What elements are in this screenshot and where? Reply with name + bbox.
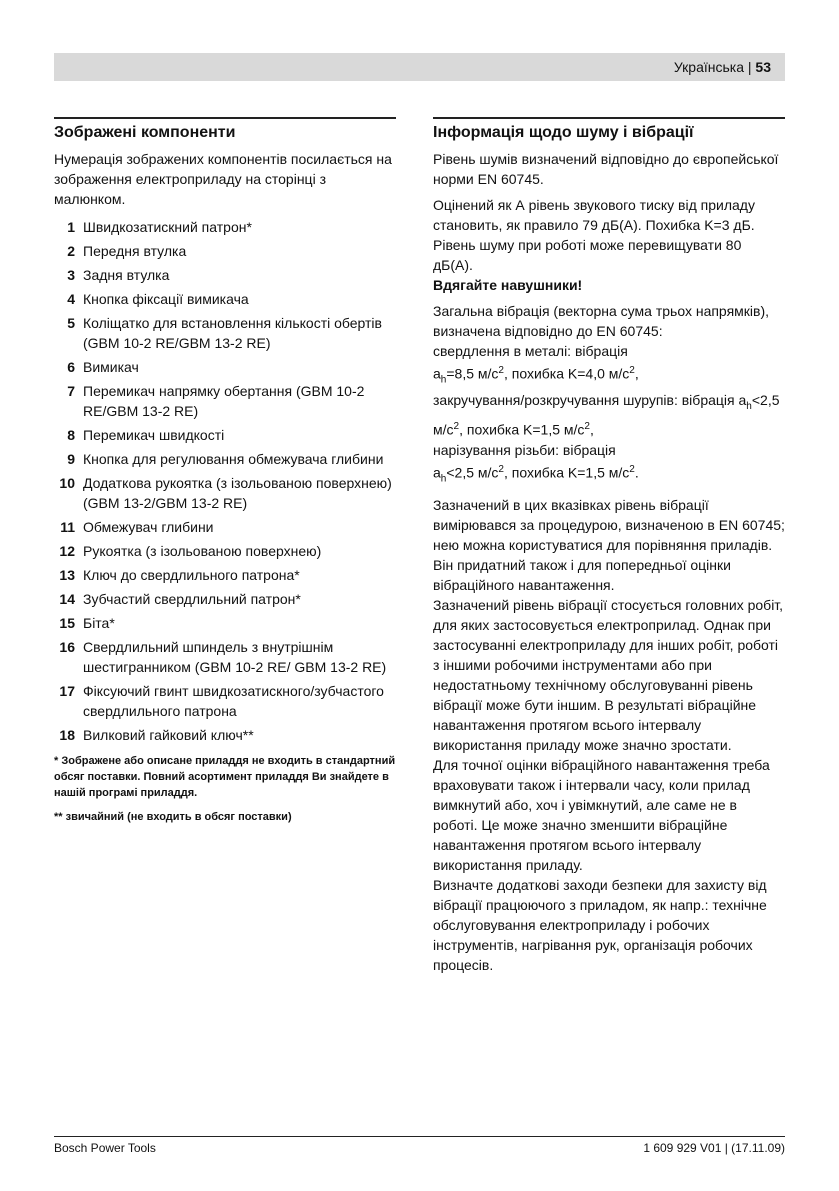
header-text (674, 59, 771, 75)
header-bar (54, 53, 785, 81)
components-list (54, 217, 396, 745)
list-item (54, 265, 396, 285)
item-number: 5 (67, 315, 75, 331)
item-text: Обмежувач глибини (83, 519, 214, 535)
value-text: <2,5 м/с (433, 392, 780, 438)
section-rule (54, 117, 396, 119)
superscript: 2 (498, 463, 504, 475)
item-number: 13 (59, 567, 75, 583)
superscript: 2 (584, 421, 590, 433)
noise-standard-text: Рівень шумів визначений відповідно до європейської норми EN 60745. (433, 151, 779, 187)
item-number: 17 (59, 683, 75, 699)
value-text: , похибка K=1,5 м/с (459, 421, 585, 438)
item-text: Рукоятка (з ізольованою поверхнею) (83, 543, 322, 559)
noise-level-text: Рівень шуму при роботі може перевищувати 80 дБ(A). (433, 237, 742, 273)
list-item (54, 313, 396, 353)
item-number: 16 (59, 639, 75, 655)
list-item (54, 565, 396, 585)
list-item (54, 217, 396, 237)
list-item (54, 541, 396, 561)
list-item (54, 241, 396, 261)
vibration-drilling-label: свердлення в металі: вібрація (433, 343, 628, 359)
list-item (54, 357, 396, 377)
symbol-h: h (440, 374, 447, 386)
item-text: Свердлильний шпиндель з внутрішнім шестигранником (GBM 10-2 RE/ GBM 13-2 RE) (83, 639, 387, 675)
value-label: закручування/розкручування шурупів: вібрація (433, 392, 735, 409)
item-number: 12 (59, 543, 75, 559)
punct: . (634, 464, 639, 481)
noise-title: Інформація щодо шуму і вібрації (433, 124, 694, 141)
item-text: Вимикач (83, 359, 139, 375)
item-text: Перемикач напрямку обертання (GBM 10-2 RE/GBM 13-2 RE) (83, 383, 365, 419)
symbol-a: a (433, 464, 441, 481)
item-text: Задня втулка (83, 267, 170, 283)
item-text: Передня втулка (83, 243, 187, 259)
footnote-accessories: * Зображене або описане приладдя не входить в стандартний обсяг поставки. Повний асортимент приладдя Ви знайдете в нашій програмі приладдя. (54, 755, 396, 799)
vibration-screwing-value (433, 390, 785, 439)
header-language: Українська (673, 59, 744, 75)
footnote-standard: ** звичайний (не входить в обсяг поставки) (54, 811, 292, 823)
vibration-drilling-value (433, 361, 785, 390)
item-text: Ключ до свердлильного патрона* (83, 567, 300, 583)
footer-brand: Bosch Power Tools (54, 1141, 156, 1155)
list-item (54, 517, 396, 537)
item-text: Швидкозатискний патрон* (83, 219, 252, 235)
item-number: 10 (59, 475, 75, 491)
left-column (54, 117, 396, 825)
symbol-a: a (738, 392, 747, 409)
item-number: 9 (67, 451, 75, 467)
section-rule (433, 117, 785, 119)
item-text: Додаткова рукоятка (з ізольованою поверхнею) (GBM 13-2/GBM 13-2 RE) (83, 475, 392, 511)
right-column (433, 117, 785, 975)
list-item (54, 637, 396, 677)
footer-doc-number: 1 609 929 V01 | (17.11.09) (643, 1141, 785, 1155)
punct: , (634, 365, 639, 382)
vibration-intro: Загальна вібрація (векторна сума трьох напрямків), визначена відповідно до EN 60745: (433, 303, 769, 339)
item-number: 7 (67, 383, 75, 399)
item-number: 11 (60, 519, 75, 535)
item-number: 1 (67, 219, 75, 235)
item-number: 3 (67, 267, 75, 283)
list-item (54, 449, 396, 469)
item-text: Фіксуючий гвинт швидкозатискного/зубчастого свердлильного патрона (83, 683, 384, 719)
header-separator: | (747, 59, 752, 75)
list-item (54, 725, 396, 745)
footer-rule (54, 1136, 785, 1137)
superscript: 2 (629, 463, 635, 475)
list-item (54, 425, 396, 445)
vibration-measure-text: Зазначений в цих вказівках рівень вібрації вимірювався за процедурою, визначеною в EN 60745; нею можна користуватися для порівняння приладів. Він придатний також і для попередньої оцінки вібраційного навантаження. (433, 497, 785, 594)
list-item (54, 613, 396, 633)
item-number: 18 (59, 727, 75, 743)
item-text: Кнопка для регулювання обмежувача глибини (83, 451, 384, 467)
list-item (54, 381, 396, 421)
item-text: Біта* (83, 615, 115, 631)
vibration-applies-text: Зазначений рівень вібрації стосується головних робіт, для яких застосовується електроприлад. Однак при застосуванні електроприладу для інших робіт, роботі з іншими робочими інструментами або при недостатньому технічному обслуговуванні рівень вібрації може бути іншим. В результаті вібраційне навантаження протягом всього інтервалу використання приладу може значно зростати. (433, 597, 784, 754)
list-item (54, 589, 396, 609)
item-number: 6 (67, 359, 75, 375)
vibration-threading-value (433, 460, 785, 489)
list-item (54, 473, 396, 513)
superscript: 2 (629, 365, 635, 376)
list-item (54, 681, 396, 721)
components-title: Зображені компоненти (54, 124, 236, 141)
item-number: 4 (67, 291, 75, 307)
item-number: 15 (59, 615, 75, 631)
sound-pressure-text: Оцінений як А рівень звукового тиску від приладу становить, як правило 79 дБ(A). Похибка K=3 дБ. (433, 197, 755, 233)
vibration-estimate-text: Для точної оцінки вібраційного навантаження треба враховувати також і інтервали часу, коли прилад вимкнутий або, хоч і увімкнутий, але саме не в роботі. Це може значно зменшити вібраційне навантаження протягом всього інтервалу використання приладу. (433, 757, 770, 874)
item-number: 14 (59, 591, 75, 607)
ear-protection-warning: Вдягайте навушники! (433, 277, 583, 293)
item-number: 8 (67, 427, 75, 443)
vibration-safety-text: Визначте додаткові заходи безпеки для захисту від вібрації працюючого з приладом, як напр.: технічне обслуговування електроприладу і робочих інструментів, нагрівання рук, організація робочих процесів. (433, 877, 767, 974)
page-number: 53 (755, 59, 771, 75)
item-number: 2 (67, 243, 75, 259)
superscript: 2 (498, 365, 504, 376)
value-text: , похибка K=1,5 м/с (503, 464, 630, 481)
item-text: Перемикач швидкості (83, 427, 225, 443)
item-text: Кнопка фіксації вимикача (83, 291, 249, 307)
item-text: Вилковий гайковий ключ** (83, 727, 254, 743)
symbol-h: h (440, 473, 447, 485)
item-text: Коліщатко для встановлення кількості обертів (GBM 10-2 RE/GBM 13-2 RE) (83, 315, 382, 351)
punct: , (589, 421, 594, 438)
list-item (54, 289, 396, 309)
symbol-a: a (433, 365, 441, 382)
symbol-h: h (746, 401, 752, 413)
item-text: Зубчастий свердлильний патрон* (83, 591, 301, 607)
value-text: =8,5 м/с (446, 365, 499, 382)
value-text: <2,5 м/с (446, 464, 499, 481)
superscript: 2 (453, 421, 460, 433)
value-text: , похибка K=4,0 м/с (503, 365, 630, 382)
components-intro: Нумерація зображених компонентів посилається на зображення електроприладу на сторінці з малюнком. (54, 151, 392, 207)
vibration-threading-label: нарізування різьби: вібрація (433, 441, 616, 458)
